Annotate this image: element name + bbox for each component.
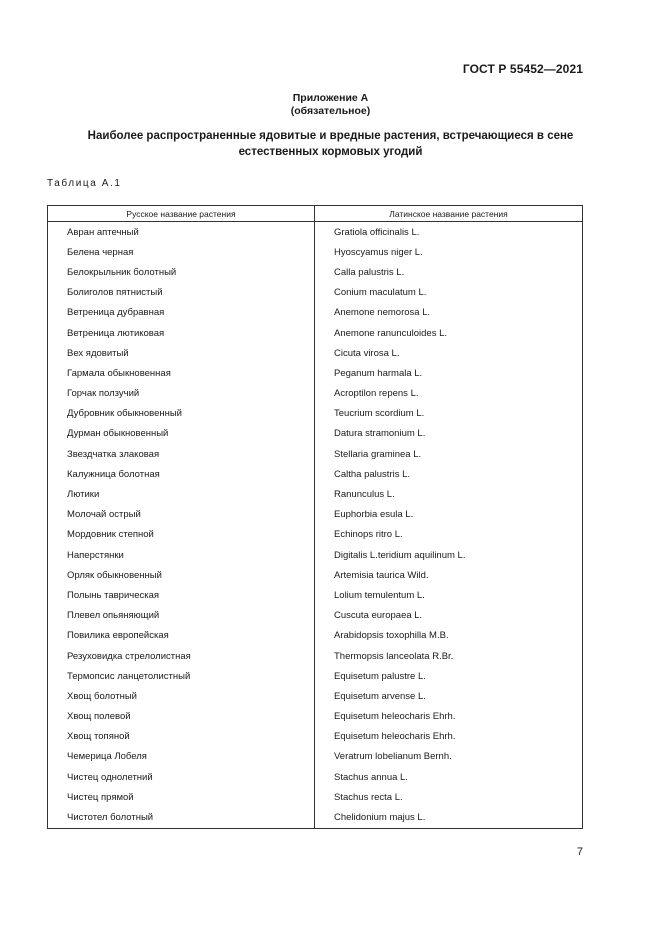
table-row [48, 727, 583, 747]
russian-name-cell: Молочай острый [48, 505, 315, 525]
latin-name-cell: Peganum harmala L. [334, 367, 423, 379]
russian-name-cell: Полынь таврическая [48, 585, 315, 605]
table-row [48, 242, 583, 262]
latin-name-cell: Datura stramonium L. [334, 428, 426, 440]
table-row [48, 545, 583, 565]
table-row [48, 666, 583, 686]
russian-name-cell: Звездчатка злаковая [48, 444, 315, 464]
plant-table [47, 205, 583, 829]
russian-name-cell: Резуховидка стрелолистная [48, 646, 315, 666]
table-row [48, 787, 583, 807]
table-row [48, 707, 583, 727]
latin-name-cell: Thermopsis lanceolata R.Br. [334, 650, 454, 662]
russian-name-cell: Ветреница лютиковая [48, 323, 315, 343]
table-row [48, 222, 583, 243]
russian-name-cell: Мордовник степной [48, 525, 315, 545]
latin-name-cell: Stachus annua L. [334, 771, 408, 783]
latin-name-cell: Calla palustris L. [334, 266, 405, 278]
russian-name-cell: Гармала обыкновенная [48, 363, 315, 383]
table-row [48, 585, 583, 605]
table-row [48, 424, 583, 444]
russian-name-cell: Авран аптечный [48, 222, 315, 243]
latin-name-cell: Arabidopsis toxophilla M.B. [334, 630, 449, 642]
table-row [48, 323, 583, 343]
latin-name-cell: Ranunculus L. [334, 489, 395, 501]
russian-name-cell: Чистец однолетний [48, 767, 315, 787]
russian-name-cell: Чистотел болотный [48, 807, 315, 828]
table-row [48, 767, 583, 787]
section-heading [60, 128, 601, 160]
table-row [48, 464, 583, 484]
table-row [48, 283, 583, 303]
russian-name-cell: Ветреница дубравная [48, 303, 315, 323]
table-row [48, 303, 583, 323]
appendix-title: Приложение А [292, 92, 369, 104]
table-header-row [48, 206, 583, 222]
latin-name-cell: Euphorbia esula L. [334, 509, 414, 521]
table-body [48, 222, 583, 829]
table-row [48, 484, 583, 504]
latin-name-cell: Caltha palustris L. [334, 468, 411, 480]
table-row [48, 686, 583, 706]
latin-name-cell: Cuscuta europaea L. [334, 610, 423, 622]
latin-name-cell: Stellaria graminea L. [334, 448, 422, 460]
russian-name-cell: Наперстянки [48, 545, 315, 565]
table-row [48, 505, 583, 525]
russian-name-cell: Лютики [48, 484, 315, 504]
russian-name-cell: Вех ядовитый [48, 343, 315, 363]
russian-name-cell: Болиголов пятнистый [48, 283, 315, 303]
latin-name-cell: Artemisia taurica Wild. [334, 569, 429, 581]
latin-name-cell: Veratrum lobelianum Bernh. [334, 751, 452, 763]
appendix-status: (обязательное) [290, 105, 371, 117]
table-row [48, 626, 583, 646]
standard-code: ГОСТ Р 55452—2021 [462, 62, 583, 76]
russian-name-cell: Чемерица Лобеля [48, 747, 315, 767]
russian-name-cell: Белокрыльник болотный [48, 262, 315, 282]
russian-name-cell: Хвощ полевой [48, 707, 315, 727]
table-row [48, 363, 583, 383]
table-row [48, 404, 583, 424]
table-row [48, 646, 583, 666]
appendix-block [0, 92, 661, 118]
russian-name-cell: Хвощ топяной [48, 727, 315, 747]
latin-name-cell: Equisetum heleocharis Ehrh. [334, 711, 456, 723]
table-row [48, 747, 583, 767]
latin-name-cell: Cicuta virosa L. [334, 347, 400, 359]
russian-name-cell: Термопсис ланцетолистный [48, 666, 315, 686]
table-row [48, 384, 583, 404]
latin-name-cell: Hyoscyamus niger L. [334, 246, 423, 258]
latin-name-cell: Conium maculatum L. [334, 287, 427, 299]
russian-name-cell: Хвощ болотный [48, 686, 315, 706]
russian-name-cell: Орляк обыкновенный [48, 565, 315, 585]
table-caption: Таблица А.1 [47, 178, 122, 189]
russian-name-cell: Повилика европейская [48, 626, 315, 646]
table-row [48, 262, 583, 282]
table-row [48, 525, 583, 545]
latin-name-cell: Lolium temulentum L. [334, 589, 425, 601]
page-number: 7 [576, 846, 583, 858]
table-row [48, 343, 583, 363]
latin-name-cell: Equisetum palustre L. [334, 670, 426, 682]
column-header-latin: Латинское название растения [315, 206, 583, 222]
latin-name-cell: Chelidonium majus L. [334, 812, 426, 824]
latin-name-cell: Acroptilon repens L. [334, 388, 419, 400]
latin-name-cell: Anemone ranunculoides L. [334, 327, 448, 339]
latin-name-cell: Gratiola officinalis L. [334, 226, 420, 238]
russian-name-cell: Дурман обыкновенный [48, 424, 315, 444]
latin-name-cell: Anemone nemorosa L. [334, 307, 431, 319]
latin-name-cell: Echinops ritro L. [334, 529, 403, 541]
table-row [48, 444, 583, 464]
russian-name-cell: Чистец прямой [48, 787, 315, 807]
table-row [48, 807, 583, 828]
russian-name-cell: Горчак ползучий [48, 384, 315, 404]
table-row [48, 565, 583, 585]
latin-name-cell: Digitalis L.teridium aquilinum L. [334, 549, 466, 561]
russian-name-cell: Калужница болотная [48, 464, 315, 484]
section-heading-line-1: Наиболее распространенные ядовитые и вредные растения, встречающиеся в сене [87, 130, 574, 142]
section-heading-line-2: естественных кормовых угодий [238, 146, 423, 158]
latin-name-cell: Teucrium scordium L. [334, 408, 425, 420]
latin-name-cell: Stachus recta L. [334, 791, 403, 803]
latin-name-cell: Equisetum arvense L. [334, 690, 426, 702]
russian-name-cell: Дубровник обыкновенный [48, 404, 315, 424]
russian-name-cell: Плевел опьяняющий [48, 606, 315, 626]
table-row [48, 606, 583, 626]
column-header-russian: Русское название растения [48, 206, 315, 222]
latin-name-cell: Equisetum heleocharis Ehrh. [334, 731, 456, 743]
russian-name-cell: Белена черная [48, 242, 315, 262]
